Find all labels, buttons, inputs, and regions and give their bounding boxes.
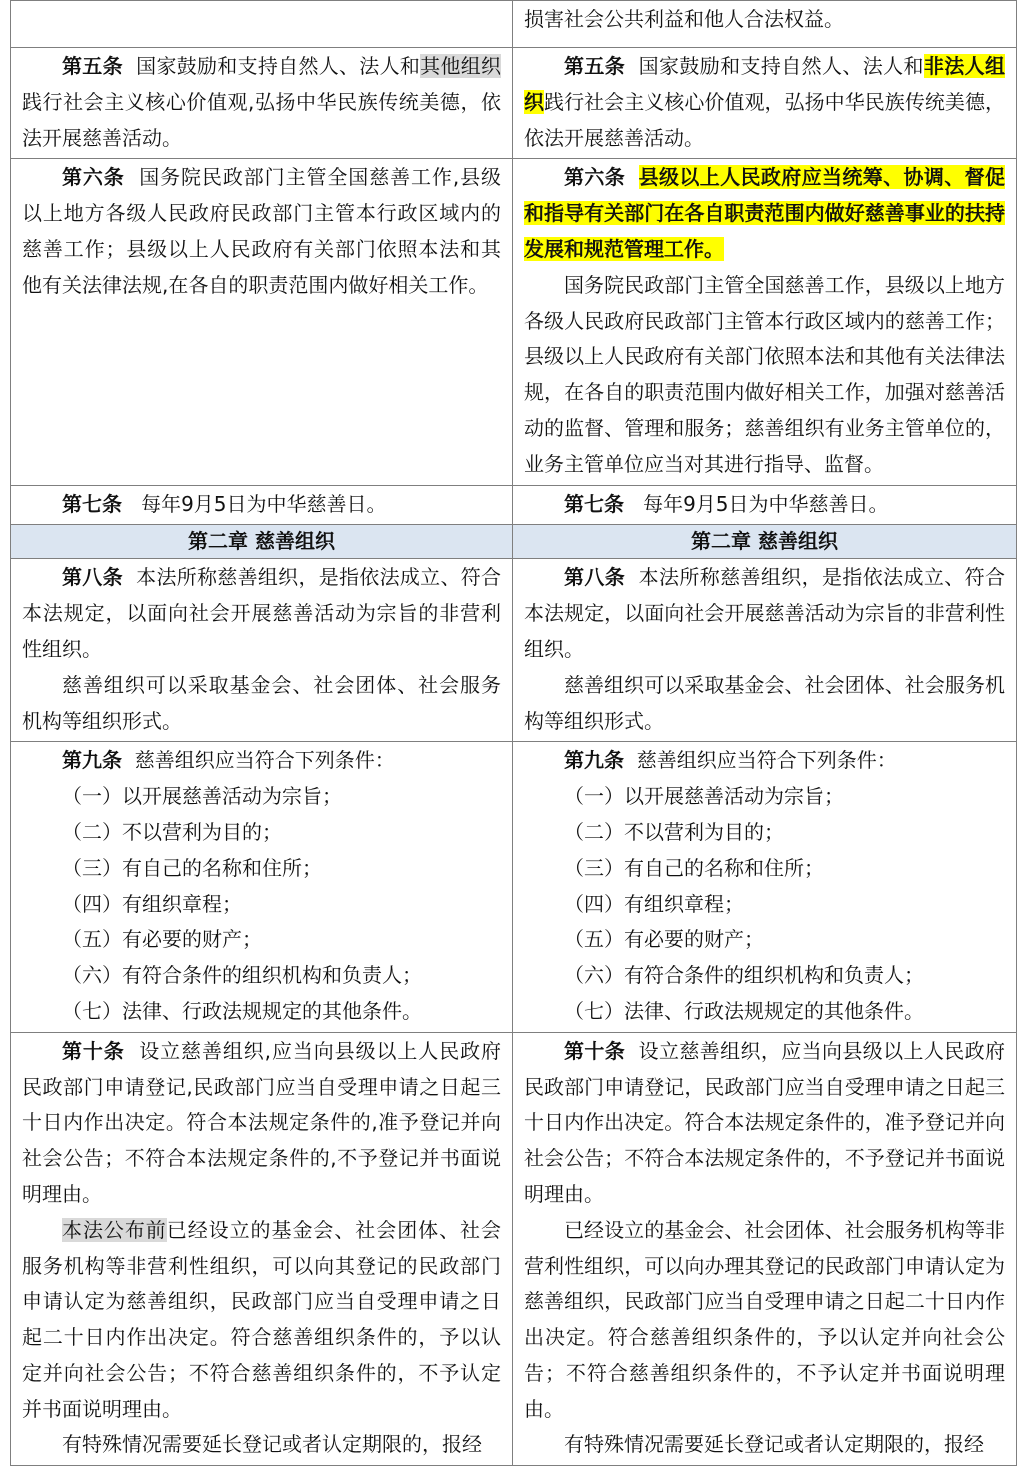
article-number: 第七条 bbox=[564, 491, 624, 516]
paragraph: 有特殊情况需要延长登记或者认定期限的，报经 bbox=[564, 1432, 984, 1457]
paragraph bbox=[22, 1034, 501, 1213]
paragraph: 已经设立的基金会、社会团体、社会服务机构等非营利性组织，可以向办理其登记的民政部门申请认定为慈善组织，民政部门应当自受理申请之日起二十日内作出决定。符合慈善组织条件的，予以认定并向社会公告；不符合慈善组织条件的，不予认定并书面说明理由。 bbox=[524, 1217, 1005, 1421]
list-item: （七）法律、行政法规规定的其他条件。 bbox=[62, 998, 422, 1023]
new-law-cell bbox=[513, 485, 1017, 525]
list-item: （一）以开展慈善活动为宗旨； bbox=[564, 784, 844, 809]
amended-text-highlight: 非法人组织 bbox=[524, 54, 1006, 114]
paragraph: 损害社会公共利益和他人合法权益。 bbox=[524, 7, 844, 31]
text: 国家鼓励和支持自然人、法人和 bbox=[136, 54, 421, 78]
text: 设立慈善组织，应当向县级以上人民政府民政部门申请登记，民政部门应当自受理申请之日起三十日内作出决定。符合本法规定条件的，准予登记并向社会公告；不符合本法规定条件的，不予登记并书面说明理由。 bbox=[524, 1038, 1006, 1206]
comparison-table bbox=[10, 0, 1017, 1466]
paragraph bbox=[524, 49, 1005, 156]
article-number: 第五条 bbox=[62, 54, 123, 78]
paragraph bbox=[524, 1034, 1005, 1213]
old-law-cell bbox=[11, 48, 513, 159]
chapter-header-row bbox=[11, 525, 1017, 559]
article-number: 第八条 bbox=[564, 565, 626, 590]
new-law-cell bbox=[513, 742, 1017, 1032]
list-item: （三）有自己的名称和住所； bbox=[564, 855, 824, 880]
table-row-article-5 bbox=[11, 48, 1017, 159]
article-number: 第六条 bbox=[564, 165, 626, 190]
article-number: 第十条 bbox=[62, 1038, 125, 1063]
text: 每年9月5日为中华慈善日。 bbox=[643, 491, 889, 516]
new-law-cell bbox=[513, 1032, 1017, 1466]
list-item: （六）有符合条件的组织机构和负责人； bbox=[62, 963, 422, 988]
text: 本法所称慈善组织，是指依法成立、符合本法规定，以面向社会开展慈善活动为宗旨的非营利性组织。 bbox=[22, 565, 502, 661]
deleted-text-highlight: 本法公布前 bbox=[62, 1217, 167, 1242]
paragraph bbox=[22, 743, 501, 779]
new-law-cell bbox=[513, 559, 1017, 742]
article-number: 第九条 bbox=[564, 748, 624, 773]
paragraph bbox=[22, 1213, 501, 1428]
old-law-cell bbox=[11, 559, 513, 742]
text: 国家鼓励和支持自然人、法人和 bbox=[638, 54, 924, 78]
old-law-cell bbox=[11, 1, 513, 48]
article-number: 第十条 bbox=[564, 1038, 626, 1063]
new-law-cell bbox=[513, 159, 1017, 485]
article-number: 第七条 bbox=[62, 491, 122, 516]
table-row-article-8 bbox=[11, 559, 1017, 742]
list-item: （二）不以营利为目的； bbox=[564, 819, 784, 844]
paragraph bbox=[524, 487, 1005, 523]
amended-text-highlight: 县级以上人民政府应当统筹、协调、督促和指导有关部门在各自职责范围内做好慈善事业的扶持发展和规范管理工作。 bbox=[524, 165, 1006, 261]
text: 本法所称慈善组织，是指依法成立、符合本法规定，以面向社会开展慈善活动为宗旨的非营利性组织。 bbox=[524, 565, 1006, 661]
chapter-title: 第二章 慈善组织 bbox=[513, 525, 1017, 559]
paragraph bbox=[22, 49, 501, 156]
chapter-title: 第二章 慈善组织 bbox=[11, 525, 513, 559]
article-number: 第九条 bbox=[62, 748, 122, 773]
old-law-cell bbox=[11, 485, 513, 525]
text: 践行社会主义核心价值观，弘扬中华民族传统美德，依法开展慈善活动。 bbox=[524, 89, 1006, 150]
list-item: （六）有符合条件的组织机构和负责人； bbox=[564, 963, 924, 988]
table-row-article-6 bbox=[11, 159, 1017, 485]
article-number: 第六条 bbox=[62, 165, 125, 190]
table-row-article-10 bbox=[11, 1032, 1017, 1466]
paragraph bbox=[524, 560, 1005, 667]
table-row-article-7 bbox=[11, 485, 1017, 525]
new-law-cell bbox=[513, 48, 1017, 159]
text: 每年9月5日为中华慈善日。 bbox=[141, 491, 387, 516]
text: 已经设立的基金会、社会团体、社会服务机构等非营利性组织，可以向其登记的民政部门申请认定为慈善组织，民政部门应当自受理申请之日起二十日内作出决定。符合慈善组织条件的，予以认定并向社会公告；不符合慈善组织条件的，不予认定并书面说明理由。 bbox=[22, 1217, 501, 1421]
list-item: （一）以开展慈善活动为宗旨； bbox=[62, 784, 342, 809]
list-item: （二）不以营利为目的； bbox=[62, 819, 282, 844]
table-row-continuation bbox=[11, 1, 1017, 48]
text: 国务院民政部门主管全国慈善工作,县级以上地方各级人民政府民政部门主管本行政区域内的慈善工作；县级以上人民政府有关部门依照本法和其他有关法律法规,在各自的职责范围内做好相关工作。 bbox=[22, 165, 502, 297]
list-item: （五）有必要的财产； bbox=[62, 927, 262, 952]
text: 设立慈善组织,应当向县级以上人民政府民政部门申请登记,民政部门应当自受理申请之日起三十日内作出决定。符合本法规定条件的,准予登记并向社会公告；不符合本法规定条件的,不予登记并书面说明理由。 bbox=[22, 1038, 502, 1206]
list-item: （七）法律、行政法规规定的其他条件。 bbox=[564, 998, 924, 1023]
text: 慈善组织应当符合下列条件： bbox=[636, 748, 897, 773]
list-item: （四）有组织章程； bbox=[564, 891, 744, 916]
paragraph bbox=[524, 160, 1005, 267]
old-law-cell bbox=[11, 1032, 513, 1466]
old-law-cell bbox=[11, 742, 513, 1032]
paragraph bbox=[22, 160, 501, 303]
text: 践行社会主义核心价值观,弘扬中华民族传统美德，依法开展慈善活动。 bbox=[22, 89, 501, 150]
list-item: （四）有组织章程； bbox=[62, 891, 242, 916]
text: 慈善组织应当符合下列条件： bbox=[134, 748, 395, 773]
list-item: （三）有自己的名称和住所； bbox=[62, 855, 322, 880]
paragraph bbox=[22, 560, 501, 667]
paragraph: 慈善组织可以采取基金会、社会团体、社会服务机构等组织形式。 bbox=[22, 672, 501, 733]
article-number: 第八条 bbox=[62, 565, 123, 590]
list-item: （五）有必要的财产； bbox=[564, 927, 764, 952]
table-row-article-9 bbox=[11, 742, 1017, 1032]
deleted-text-highlight: 其他组织 bbox=[420, 54, 502, 78]
new-law-cell bbox=[513, 1, 1017, 48]
paragraph: 慈善组织可以采取基金会、社会团体、社会服务机构等组织形式。 bbox=[524, 672, 1005, 733]
paragraph bbox=[524, 743, 1005, 779]
paragraph: 国务院民政部门主管全国慈善工作，县级以上地方各级人民政府民政部门主管本行政区域内的慈善工作；县级以上人民政府有关部门依照本法和其他有关法律法规，在各自的职责范围内做好相关工作，加强对慈善活动的监督、管理和服务；慈善组织有业务主管单位的，业务主管单位应当对其进行指导、监督。 bbox=[524, 272, 1005, 476]
paragraph bbox=[22, 487, 501, 523]
old-law-cell bbox=[11, 159, 513, 485]
article-number: 第五条 bbox=[564, 54, 626, 78]
paragraph: 有特殊情况需要延长登记或者认定期限的，报经 bbox=[62, 1432, 482, 1457]
